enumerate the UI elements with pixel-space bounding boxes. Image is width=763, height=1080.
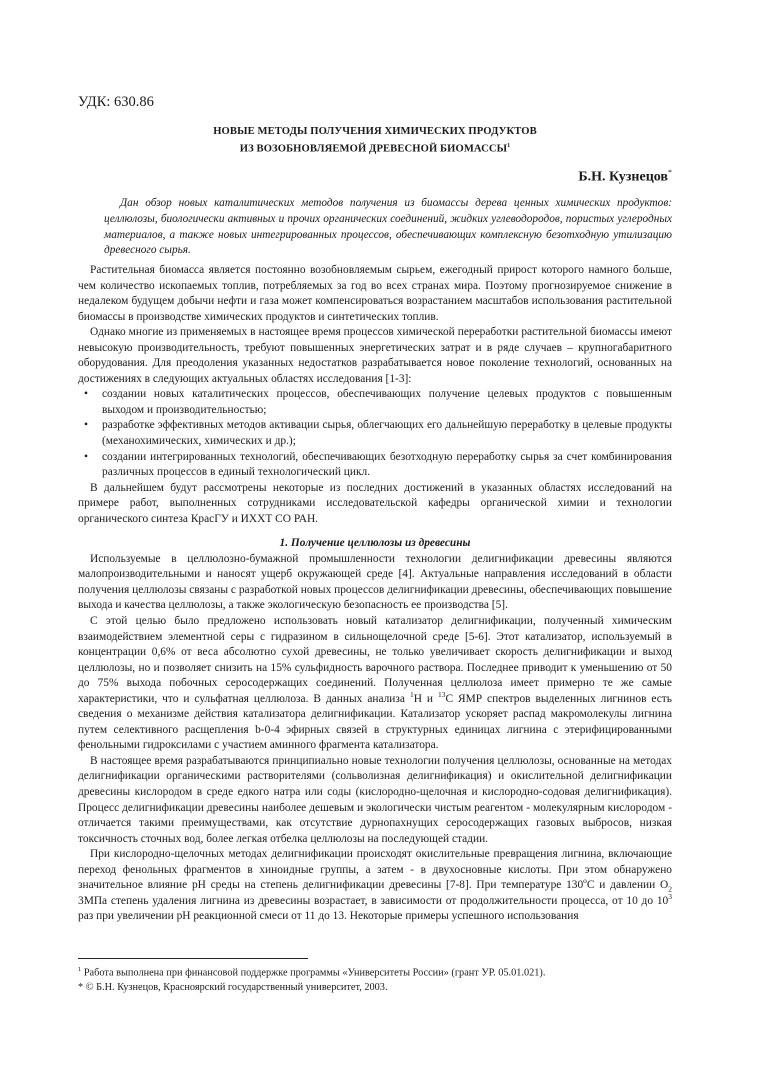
- section1-paragraph-4: [78, 847, 672, 925]
- section1-paragraph-1: Используемые в целлюлозно-бумажной промышленности технологии делигнификации древесины являются малопроизводительными и наносят ущерб окружающей среде [4]. Актуальные направления исследований в области получения целлюлозы связаны с разработкой новых процессов делигнификации древесины, обеспечивающих повышение выхода и качества целлюлозы, а также экологическую безопасность ее производства [5].: [78, 552, 672, 612]
- bullet-icon: •: [84, 419, 88, 432]
- author-name: Б.Н. Кузнецов: [578, 169, 668, 185]
- subscript: 2: [668, 884, 672, 894]
- title-line-2: [78, 139, 672, 157]
- list-item: [78, 418, 672, 449]
- paragraph-text: 3МПа степень удаления лигнина из древесины возрастает, в зависимости от продолжительности процесса, от 10 до 10: [78, 894, 669, 907]
- intro-paragraph-2: Однако многие из применяемых в настоящее время процессов химической переработки растительной биомассы имеют невысокую производительность, требуют повышенных энергетических затрат и в ряде случаев – крупногабаритного оборудования. Для преодоления указанных недостатков разрабатывается новое поколение технологий, основанных на достижениях в следующих актуальных областях исследования [1-3]:: [78, 326, 672, 385]
- footnote-text: Работа выполнена при финансовой поддержке программы «Университеты России» (грант УР. 05.01.021).: [81, 967, 546, 979]
- list-item: [78, 387, 672, 418]
- title-footnote-mark: 1: [507, 143, 511, 149]
- bullet-icon: •: [84, 450, 88, 463]
- list-item: [78, 450, 672, 481]
- article-title: [78, 125, 672, 157]
- paragraph-text: H и: [413, 692, 438, 705]
- footnote-divider: [78, 958, 308, 959]
- intro-paragraph-3: В дальнейшем будут рассмотрены некоторые из последних достижений в указанных областях исследований на примере работ, выполненных сотрудниками исследовательской кафедры органической химии и технологии органического синтеза КрасГУ и ИХХТ СО РАН.: [78, 481, 672, 525]
- list-item-text: создании интегрированных технологий, обеспечивающих безотходную переработку сырья за счет комбинирования различных процессов в единый технологический цикл.: [102, 450, 672, 479]
- abstract: Дан обзор новых каталитических методов получения из биомассы дерева ценных химических продуктов: целлюлозы, биологически активных и прочих органических соединений, жидких углеводородов, пористых углеродных материалов, а также новых интегрированных процессов, обеспечивающих комплексную безотходную утилизацию древесного сырья.: [104, 197, 672, 257]
- intro-paragraph-1: Растительная биомасса является постоянно возобновляемым сырьем, ежегодный прирост которого намного больше, чем количество ископаемых топлив, потребляемых за год во всех странах мира. Поэтому прогнозируемое снижение в недалеком будущем добычи нефти и газа может компенсироваться возрастанием масштабов использования растительной биомассы в производстве химических продуктов и синтетических топлив.: [78, 264, 672, 323]
- superscript: о: [583, 876, 587, 886]
- title-line-2-text: ИЗ ВОЗОБНОВЛЯЕМОЙ ДРЕВЕСНОЙ БИОМАССЫ: [239, 143, 508, 155]
- superscript: 3: [668, 892, 672, 902]
- paragraph-text: При кислородно-щелочных методах делигнификации происходят окислительные превращения лигнина, включающие переход фенольных фрагментов в хиноидные группы, а затем - в двухосновные кислоты. При этом обнаружено значительное влияние pH среды на степень делигнификации древесины [7-8]. При температуре 130: [78, 848, 672, 892]
- paragraph-text: С этой целью было предложено использовать новый катализатор делигнификации, полученный химическим взаимодействием элементной серы с гидразином в сильнощелочной среде [5-6]. Этот катализатор, используемый в концентрации 0,6% от веса абсолютно сухой древесины, не только увеличивает скорость делигнификации и выход целлюлозы, но и позволяет снизить на 15% сульфидность варочного раствора. Последнее приводит к уменьшению от 50 до 75% выхода побочных серосодержащих соединений. Полученная целлюлоза имеет примерно те же самые характеристики, что и сульфатная целлюлоза. В данных анализа: [78, 614, 672, 705]
- author-mark: *: [668, 168, 672, 177]
- bullet-icon: •: [84, 388, 88, 401]
- section-heading: 1. Получение целлюлозы из древесины: [279, 537, 471, 550]
- footnote-1: [78, 962, 672, 980]
- footnote-mark: 1: [78, 966, 82, 973]
- author: [578, 168, 672, 186]
- article-body: [78, 263, 672, 925]
- title-line-1: НОВЫЕ МЕТОДЫ ПОЛУЧЕНИЯ ХИМИЧЕСКИХ ПРОДУКТОВ: [213, 126, 537, 137]
- footnotes: [78, 962, 672, 995]
- superscript: 1: [409, 689, 414, 699]
- intro-bullet-list: [78, 387, 672, 480]
- list-item-text: разработке эффективных методов активации сырья, облегчающих его дальнейшую переработку в целевые продукты (механохимических, химических и др.);: [102, 419, 672, 448]
- udk-code: УДК: 630.86: [78, 94, 154, 110]
- section1-paragraph-2: [78, 614, 672, 754]
- paragraph-text: C ЯМР спектров выделенных лигнинов есть сведения о механизме действия катализатора делигнификации. Катализатор ускоряет распад макромолекулы лигнина путем селективного расщепления b-0-4 эфирных связей в структурных единицах лигнина с этерифицированными фенольными гидроксилами с участием аминного фрагмента катализатора.: [78, 692, 672, 752]
- superscript: 13: [437, 689, 446, 699]
- list-item-text: создании новых каталитических процессов, обеспечивающих получение целевых продуктов с повышенным выходом и производительностью;: [102, 388, 672, 416]
- paragraph-text: С и давлении О: [586, 879, 669, 892]
- footnote-2: * © Б.Н. Кузнецов, Красноярский государственный университет, 2003.: [78, 982, 388, 994]
- paragraph-text: раз при увеличении pH реакционной смеси от 11 до 13. Некоторые примеры успешного использования: [78, 910, 579, 923]
- section1-paragraph-3: В настоящее время разрабатываются принципиально новые технологии получения целлюлозы, основанные на методах делигнификации органическими растворителями (сольволизная делигнификация) и окислительной делигнификации древесины кислородом в среде едкого натра или соды (кислородно-щелочная и кислородно-содовая делигнификация). Процесс делигнификации древесины наиболее дешевым и экологически чистым реагентом - молекулярным кислородом - отличается такими преимуществами, как отсутствие дурнопахнущих серосодержащих газовых выбросов, низкая токсичность сточных вод, более легкая отбелка целлюлозы на последующей стадии.: [78, 754, 672, 845]
